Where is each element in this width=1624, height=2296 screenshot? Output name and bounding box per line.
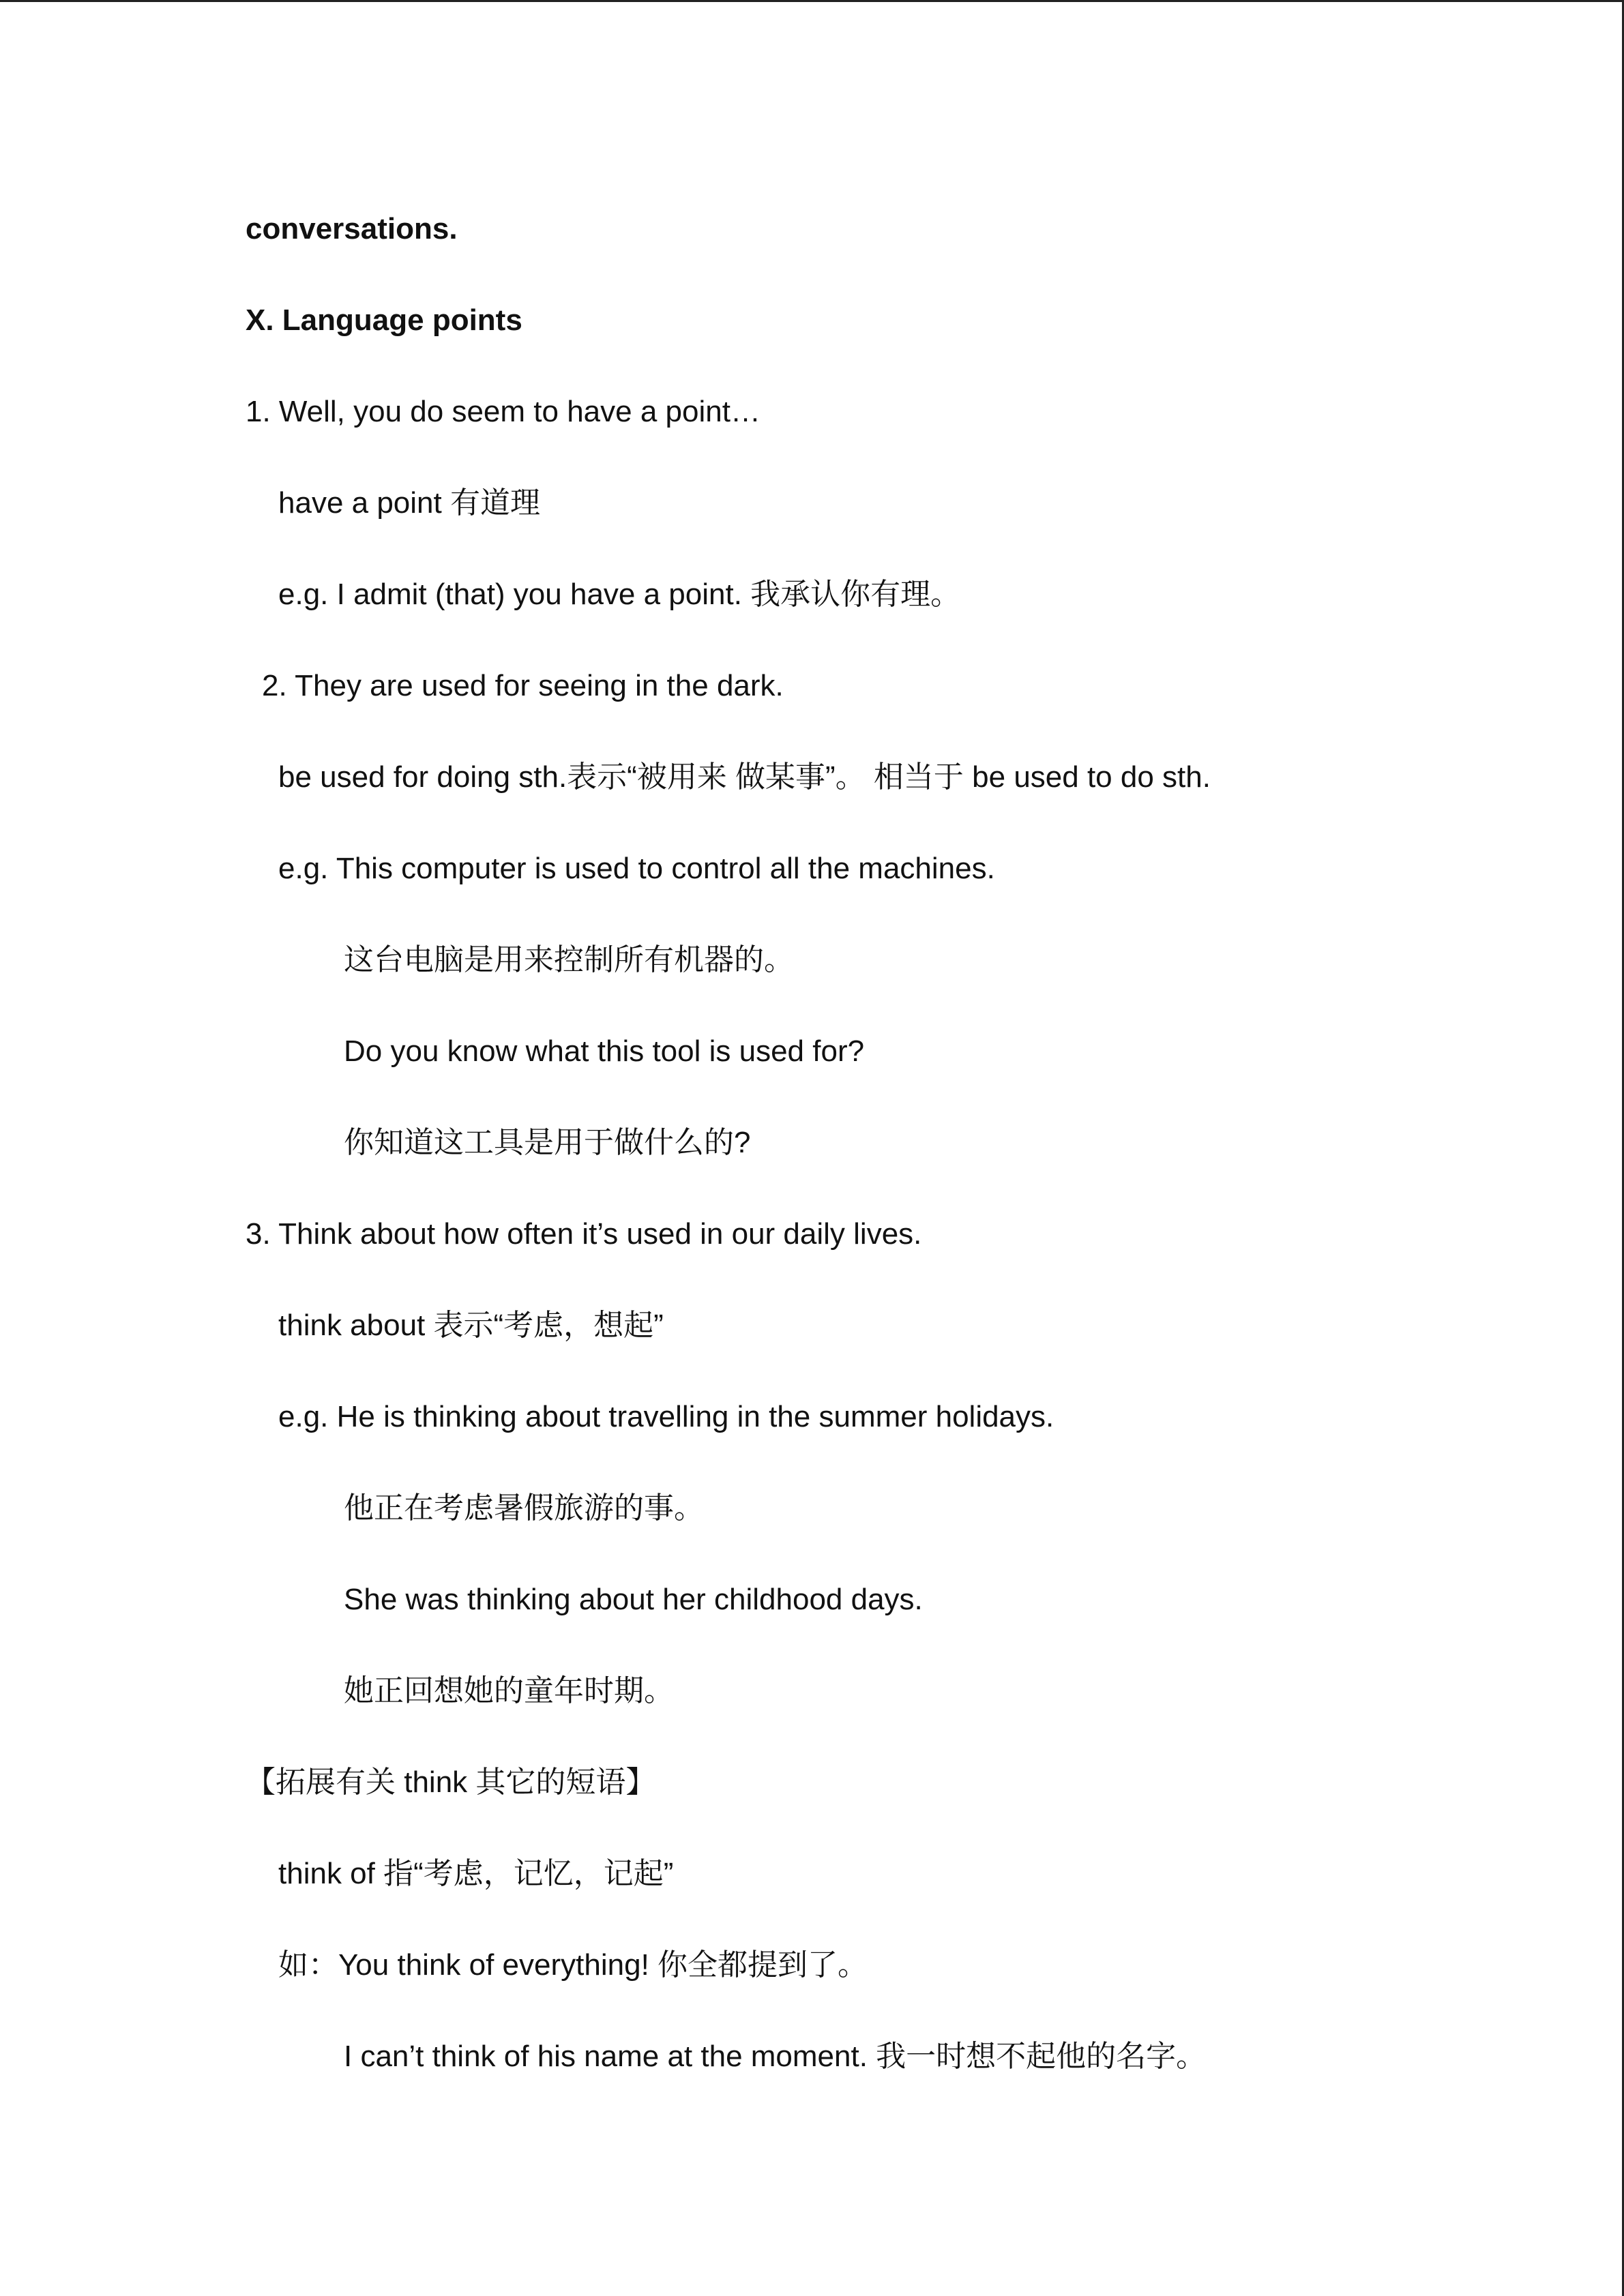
section-heading: X. Language points xyxy=(246,303,522,337)
extension-heading: 【拓展有关 think 其它的短语】 xyxy=(246,1765,656,1799)
point-2-phrase: be used for doing sth.表示“被用来 做某事”。 相当于 be used to do sth. xyxy=(278,760,1211,794)
point-1-phrase: have a point 有道理 xyxy=(278,486,540,520)
extension-example-1: 如：You think of everything! 你全都提到了。 xyxy=(278,1948,868,1982)
point-2-translation-2: 你知道这工具是用于做什么的? xyxy=(344,1126,751,1159)
point-3-phrase: think about 表示“考虑，想起” xyxy=(278,1309,664,1342)
point-2-example-2: Do you know what this tool is used for? xyxy=(344,1034,865,1068)
point-3-translation-1: 他正在考虑暑假旅游的事。 xyxy=(344,1491,704,1525)
extension-phrase: think of 指“考虑，记忆，记起” xyxy=(278,1857,674,1890)
extension-example-2: I can’t think of his name at the moment. 我一时想不起他的名字。 xyxy=(344,2040,1207,2073)
point-1-example: e.g. I admit (that) you have a point. 我承认你有理。 xyxy=(278,578,961,611)
continuation-line: conversations. xyxy=(246,212,458,245)
point-3-example-2: She was thinking about her childhood days. xyxy=(344,1583,923,1616)
point-3-translation-2: 她正回想她的童年时期。 xyxy=(344,1674,674,1708)
point-2-translation-1: 这台电脑是用来控制所有机器的。 xyxy=(344,943,794,976)
point-2-heading: 2. They are used for seeing in the dark. xyxy=(262,669,784,702)
point-3-example: e.g. He is thinking about travelling in the summer holidays. xyxy=(278,1400,1054,1433)
point-2-example: e.g. This computer is used to control all the machines. xyxy=(278,852,995,885)
point-1-heading: 1. Well, you do seem to have a point… xyxy=(246,395,761,428)
point-3-heading: 3. Think about how often it’s used in our daily lives. xyxy=(246,1217,922,1251)
